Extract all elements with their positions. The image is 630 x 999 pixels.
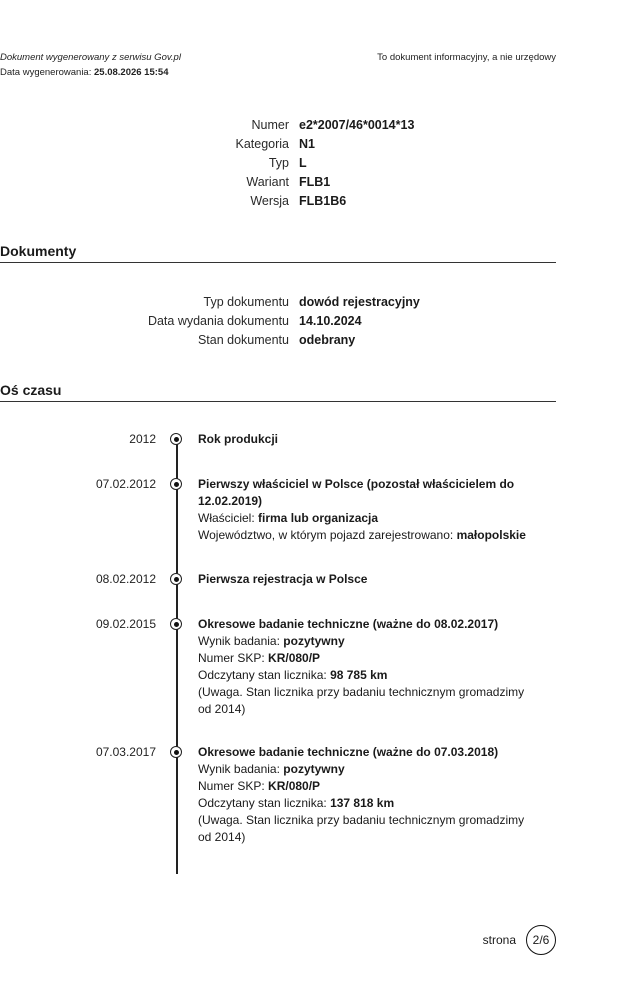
generated-source-note: Dokument wygenerowany z serwisu Gov.pl — [0, 52, 181, 63]
vehicle-info — [0, 118, 556, 213]
event-date: 2012 — [129, 432, 156, 446]
informational-disclaimer: To dokument informacyjny, a nie urzędowy — [377, 52, 556, 63]
vehicle-label: Kategoria — [235, 137, 289, 151]
event-detail-value: małopolskie — [456, 528, 526, 542]
document-row — [0, 295, 556, 314]
event-note-text: (Uwaga. Stan licznika przy badaniu technicznym gromadzimy od 2014) — [198, 813, 525, 844]
event-note-text: (Uwaga. Stan licznika przy badaniu technicznym gromadzimy od 2014) — [198, 685, 525, 716]
event-body — [198, 571, 528, 588]
vehicle-value: FLB1B6 — [299, 194, 347, 208]
vehicle-value: FLB1 — [299, 175, 331, 189]
document-label: Typ dokumentu — [203, 295, 289, 309]
generated-date-note — [0, 67, 168, 78]
vehicle-value: e2*2007/46*0014*13 — [299, 118, 415, 132]
page-indicator — [483, 924, 556, 956]
vehicle-row — [0, 156, 556, 175]
document-label: Stan dokumentu — [197, 333, 289, 347]
document-row — [0, 333, 556, 352]
event-detail-label: Właściciel: — [198, 511, 255, 525]
documents-info — [0, 295, 556, 352]
document-label: Data wydania dokumentu — [147, 314, 289, 328]
timeline-dot-icon — [170, 433, 182, 445]
document-row — [0, 314, 556, 333]
event-body — [198, 476, 528, 544]
event-detail-label: Wynik badania: — [198, 762, 280, 776]
event-detail-label: Odczytany stan licznika: — [198, 668, 327, 682]
timeline-dot-icon — [170, 746, 182, 758]
event-title: Pierwsza rejestracja w Polsce — [198, 572, 368, 586]
timeline-axis — [176, 438, 178, 874]
event-body — [198, 616, 528, 718]
event-detail-label: Wynik badania: — [198, 634, 280, 648]
event-detail-value: pozytywny — [283, 762, 345, 776]
vehicle-label: Numer — [251, 118, 289, 132]
event-detail-value: 98 785 km — [330, 668, 388, 682]
timeline-section-title: Oś czasu — [0, 382, 62, 398]
event-title: Okresowe badanie techniczne (ważne do 07.03.2018) — [198, 745, 499, 759]
timeline-dot-icon — [170, 478, 182, 490]
vehicle-label: Wersja — [250, 194, 289, 208]
timeline-dot-icon — [170, 573, 182, 585]
event-detail — [198, 795, 528, 812]
event-detail — [198, 633, 528, 650]
vehicle-row — [0, 175, 556, 194]
document-value: odebrany — [299, 333, 356, 347]
event-detail-label: Numer SKP: — [198, 651, 265, 665]
page-number-badge: 2/6 — [526, 925, 556, 955]
generated-date-value: 25.08.2026 15:54 — [94, 67, 169, 78]
event-detail — [198, 761, 528, 778]
section-divider — [0, 401, 556, 402]
generated-date-label: Data wygenerowania: — [0, 67, 92, 78]
event-detail-value: KR/080/P — [268, 651, 321, 665]
event-detail — [198, 510, 528, 527]
event-title: Okresowe badanie techniczne (ważne do 08.02.2017) — [198, 617, 499, 631]
document-value: 14.10.2024 — [299, 314, 362, 328]
vehicle-label: Typ — [268, 156, 289, 170]
event-detail-value: pozytywny — [283, 634, 345, 648]
document-value: dowód rejestracyjny — [299, 295, 420, 309]
event-detail-label: Numer SKP: — [198, 779, 265, 793]
event-detail-value: firma lub organizacja — [258, 511, 379, 525]
event-title: Pierwszy właściciel w Polsce (pozostał właścicielem do 12.02.2019) — [198, 477, 515, 508]
vehicle-value: L — [299, 156, 307, 170]
event-detail — [198, 778, 528, 795]
page-label: strona — [482, 933, 516, 947]
event-detail-label: Odczytany stan licznika: — [198, 796, 327, 810]
vehicle-label: Wariant — [246, 175, 289, 189]
event-detail — [198, 667, 528, 684]
vehicle-row — [0, 137, 556, 156]
event-detail-label: Województwo, w którym pojazd zarejestrowano: — [198, 528, 454, 542]
section-divider — [0, 262, 556, 263]
event-note — [198, 812, 528, 846]
event-body — [198, 744, 528, 846]
event-body — [198, 431, 528, 448]
event-title: Rok produkcji — [198, 432, 279, 446]
vehicle-value: N1 — [299, 137, 315, 151]
event-detail — [198, 650, 528, 667]
event-detail-value: 137 818 km — [330, 796, 395, 810]
event-date: 09.02.2015 — [95, 617, 156, 631]
event-date: 08.02.2012 — [95, 572, 156, 586]
vehicle-row — [0, 118, 556, 137]
event-date: 07.02.2012 — [95, 477, 156, 491]
event-note — [198, 684, 528, 718]
vehicle-row — [0, 194, 556, 213]
event-detail — [198, 527, 528, 544]
timeline-dot-icon — [170, 618, 182, 630]
event-detail-value: KR/080/P — [268, 779, 321, 793]
event-date: 07.03.2017 — [95, 745, 156, 759]
documents-section-title: Dokumenty — [0, 243, 77, 259]
